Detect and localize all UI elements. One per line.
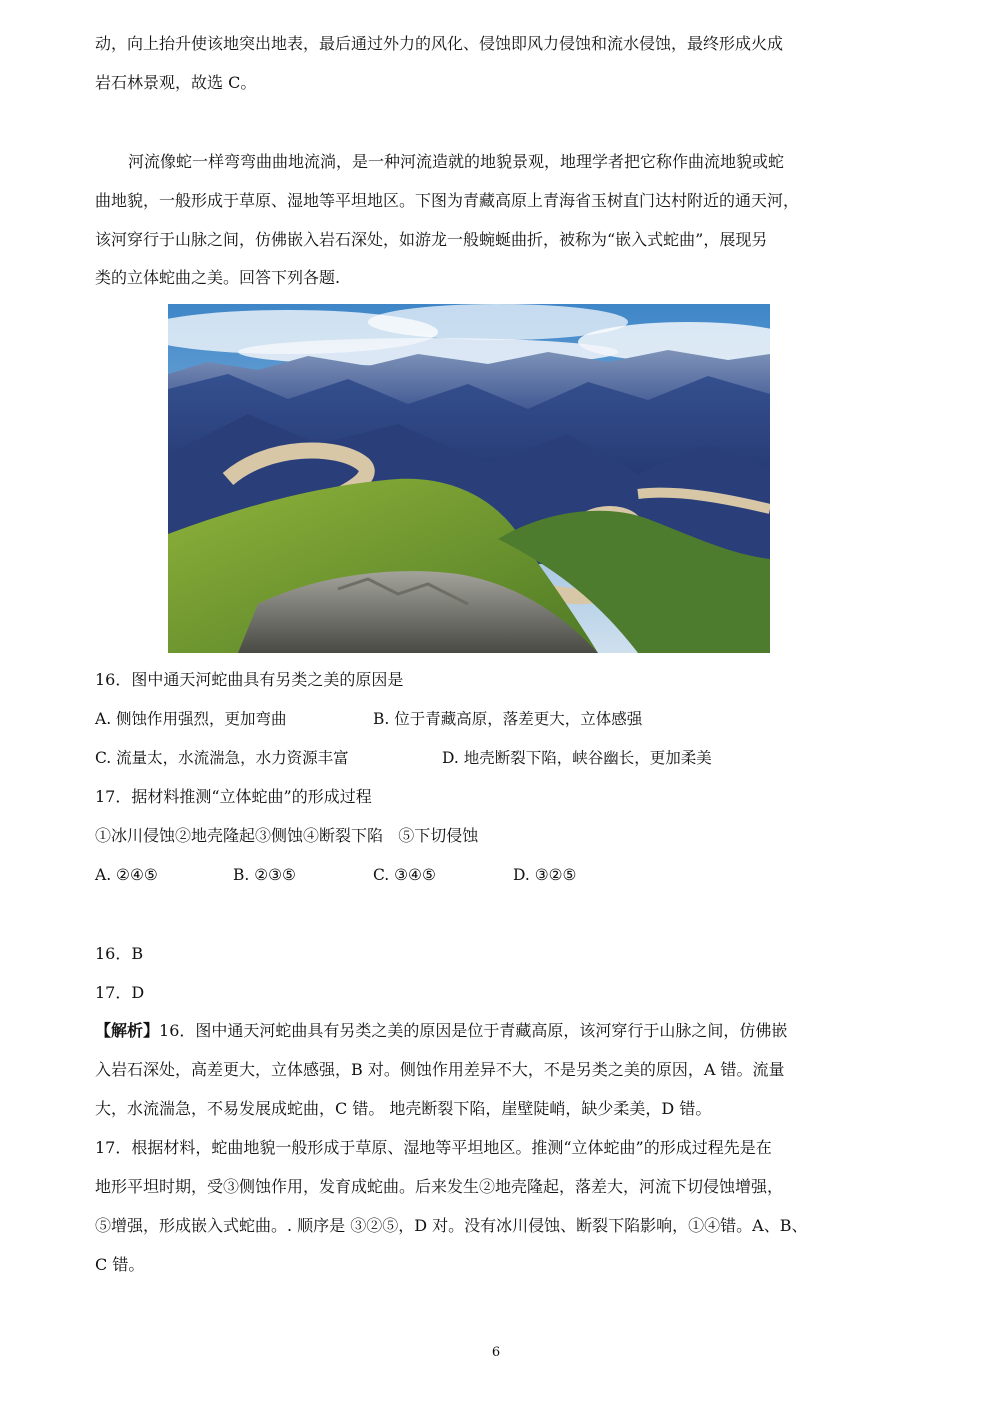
analysis-line-3: 大，水流湍急，不易发展成蛇曲，C 错。 地壳断裂下陷，崖壁陡峭，缺少柔美，D 错。 [95,1099,712,1118]
q17-stem: 17．据材料推测“立体蛇曲”的形成过程 [95,787,372,806]
q16-stem: 16．图中通天河蛇曲具有另类之美的原因是 [95,670,404,689]
passage-line-3: 该河穿行于山脉之间，仿佛嵌入岩石深处，如游龙一般蜿蜒曲折，被称为“嵌入式蛇曲”，展现另 [95,230,768,249]
analysis-line-1-text: 16．图中通天河蛇曲具有另类之美的原因是位于青藏高原，该河穿行于山脉之间，仿佛嵌 [159,1021,788,1040]
analysis-line-7: C 错。 [95,1255,145,1274]
passage-line-4: 类的立体蛇曲之美。回答下列各题. [95,268,341,287]
analysis-tag: 【解析】 [95,1021,160,1040]
q16-option-b: B. 位于青藏高原，落差更大，立体感强 [373,710,643,728]
q16-option-c: C. 流量太，水流湍急，水力资源丰富 [95,749,349,767]
q17-option-d: D. ③②⑤ [513,866,577,884]
analysis-line-1 [95,1021,787,1041]
page-number: 6 [491,1345,501,1360]
passage-line-1: 河流像蛇一样弯弯曲曲地流淌，是一种河流造就的地貌景观，地理学者把它称作曲流地貌或蛇 [128,152,785,171]
q17-option-c: C. ③④⑤ [373,866,436,884]
q17-steps: ①冰川侵蚀②地壳隆起③侧蚀④断裂下陷 ⑤下切侵蚀 [95,826,479,845]
q17-option-b: B. ②③⑤ [233,866,296,884]
river-meander-photo [168,304,770,653]
analysis-line-6: ⑤增强，形成嵌入式蛇曲。. 顺序是 ③②⑤，D 对。没有冰川侵蚀、断裂下陷影响，①④错。A、B、 [95,1216,808,1235]
q16-option-d: D. 地壳断裂下陷，峡谷幽长，更加柔美 [442,749,712,767]
analysis-line-5: 地形平坦时期，受③侧蚀作用，发育成蛇曲。后来发生②地壳隆起，落差大，河流下切侵蚀增强， [95,1177,784,1196]
analysis-line-2: 入岩石深处，高差更大，立体感强，B 对。侧蚀作用差异不大，不是另类之美的原因，A 错。流量 [95,1060,785,1079]
answer-17: 17．D [95,983,145,1002]
q16-option-a: A. 侧蚀作用强烈，更加弯曲 [95,710,287,728]
analysis-line-4: 17．根据材料，蛇曲地貌一般形成于草原、湿地等平坦地区。推测“立体蛇曲”的形成过程先是在 [95,1138,772,1157]
intro-line-2: 岩石林景观，故选 C。 [95,73,257,92]
intro-line-1: 动，向上抬升使该地突出地表，最后通过外力的风化、侵蚀即风力侵蚀和流水侵蚀，最终形成火成 [95,34,784,53]
answer-16: 16．B [95,944,144,963]
passage-line-2: 曲地貌，一般形成于草原、湿地等平坦地区。下图为青藏高原上青海省玉树直门达村附近的通天河， [95,191,800,210]
q17-option-a: A. ②④⑤ [95,866,158,884]
